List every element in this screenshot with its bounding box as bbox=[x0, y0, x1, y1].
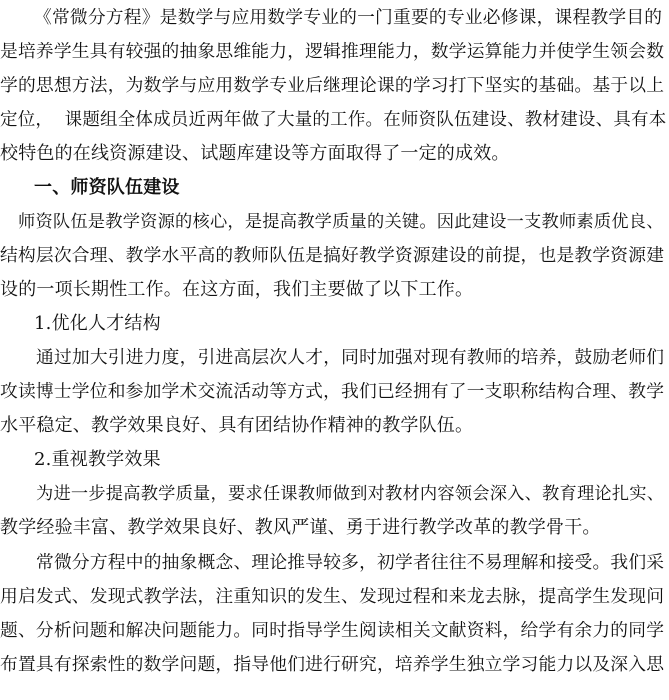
paragraph-line: 教学经验丰富、教学效果良好、教风严谨、勇于进行教学改革的教学骨干。 bbox=[0, 517, 601, 538]
paragraph-line: 攻读博士学位和参加学术交流活动等方式，我们已经拥有了一支职称结构合理、教学 bbox=[0, 382, 665, 402]
paragraph-line: 校特色的在线资源建设、试题库建设等方面取得了一定的成效。 bbox=[0, 143, 510, 164]
subsection-heading: 1.优化人才结构 bbox=[34, 313, 161, 334]
paragraph-line: 设的一项长期性工作。在这方面，我们主要做了以下工作。 bbox=[0, 279, 474, 300]
paragraph-line: 布置具有探索性的数学问题，指导他们进行研究，培养学生独立学习能力以及深入思 bbox=[0, 655, 665, 675]
paragraph-line: 通过加大引进力度，引进高层次人才，同时加强对现有教师的培养，鼓励老师们 bbox=[36, 348, 665, 368]
paragraph-line: 定位， 课题组全体成员近两年做了大量的工作。在师资队伍建设、教材建设、具有本 bbox=[0, 110, 667, 130]
paragraph-line: 师资队伍是教学资源的核心，是提高教学质量的关键。因此建设一支教师素质优良、 bbox=[18, 212, 664, 232]
paragraph-line: 是培养学生具有较强的抽象思维能力，逻辑推理能力，数学运算能力并使学生领会数 bbox=[0, 42, 665, 62]
paragraph-line: 结构层次合理、教学水平高的教师队伍是搞好教学资源建设的前提，也是教学资源建 bbox=[0, 246, 665, 266]
subsection-heading: 2.重视教学效果 bbox=[34, 449, 161, 470]
paragraph-line: 为进一步提高教学质量，要求任课教师做到对教材内容领会深入、教育理论扎实、 bbox=[36, 484, 665, 504]
paragraph-line: 题、分析问题和解决问题能力。同时指导学生阅读相关文献资料，给学有余力的同学 bbox=[0, 621, 665, 641]
paragraph-line: 学的思想方法，为数学与应用数学专业后继理论课的学习打下坚实的基础。基于以上 bbox=[0, 76, 665, 96]
paragraph-line: 《常微分方程》是数学与应用数学专业的一门重要的专业必修课，课程教学目的 bbox=[34, 8, 663, 28]
section-heading: 一、师资队伍建设 bbox=[34, 177, 180, 198]
paragraph-line: 常微分方程中的抽象概念、理论推导较多，初学者往往不易理解和接受。我们采 bbox=[36, 553, 665, 573]
paragraph-line: 水平稳定、教学效果良好、具有团结协作精神的教学队伍。 bbox=[0, 415, 474, 436]
paragraph-line: 用启发式、发现式教学法，注重知识的发生、发现过程和来龙去脉，提高学生发现问 bbox=[0, 587, 665, 607]
